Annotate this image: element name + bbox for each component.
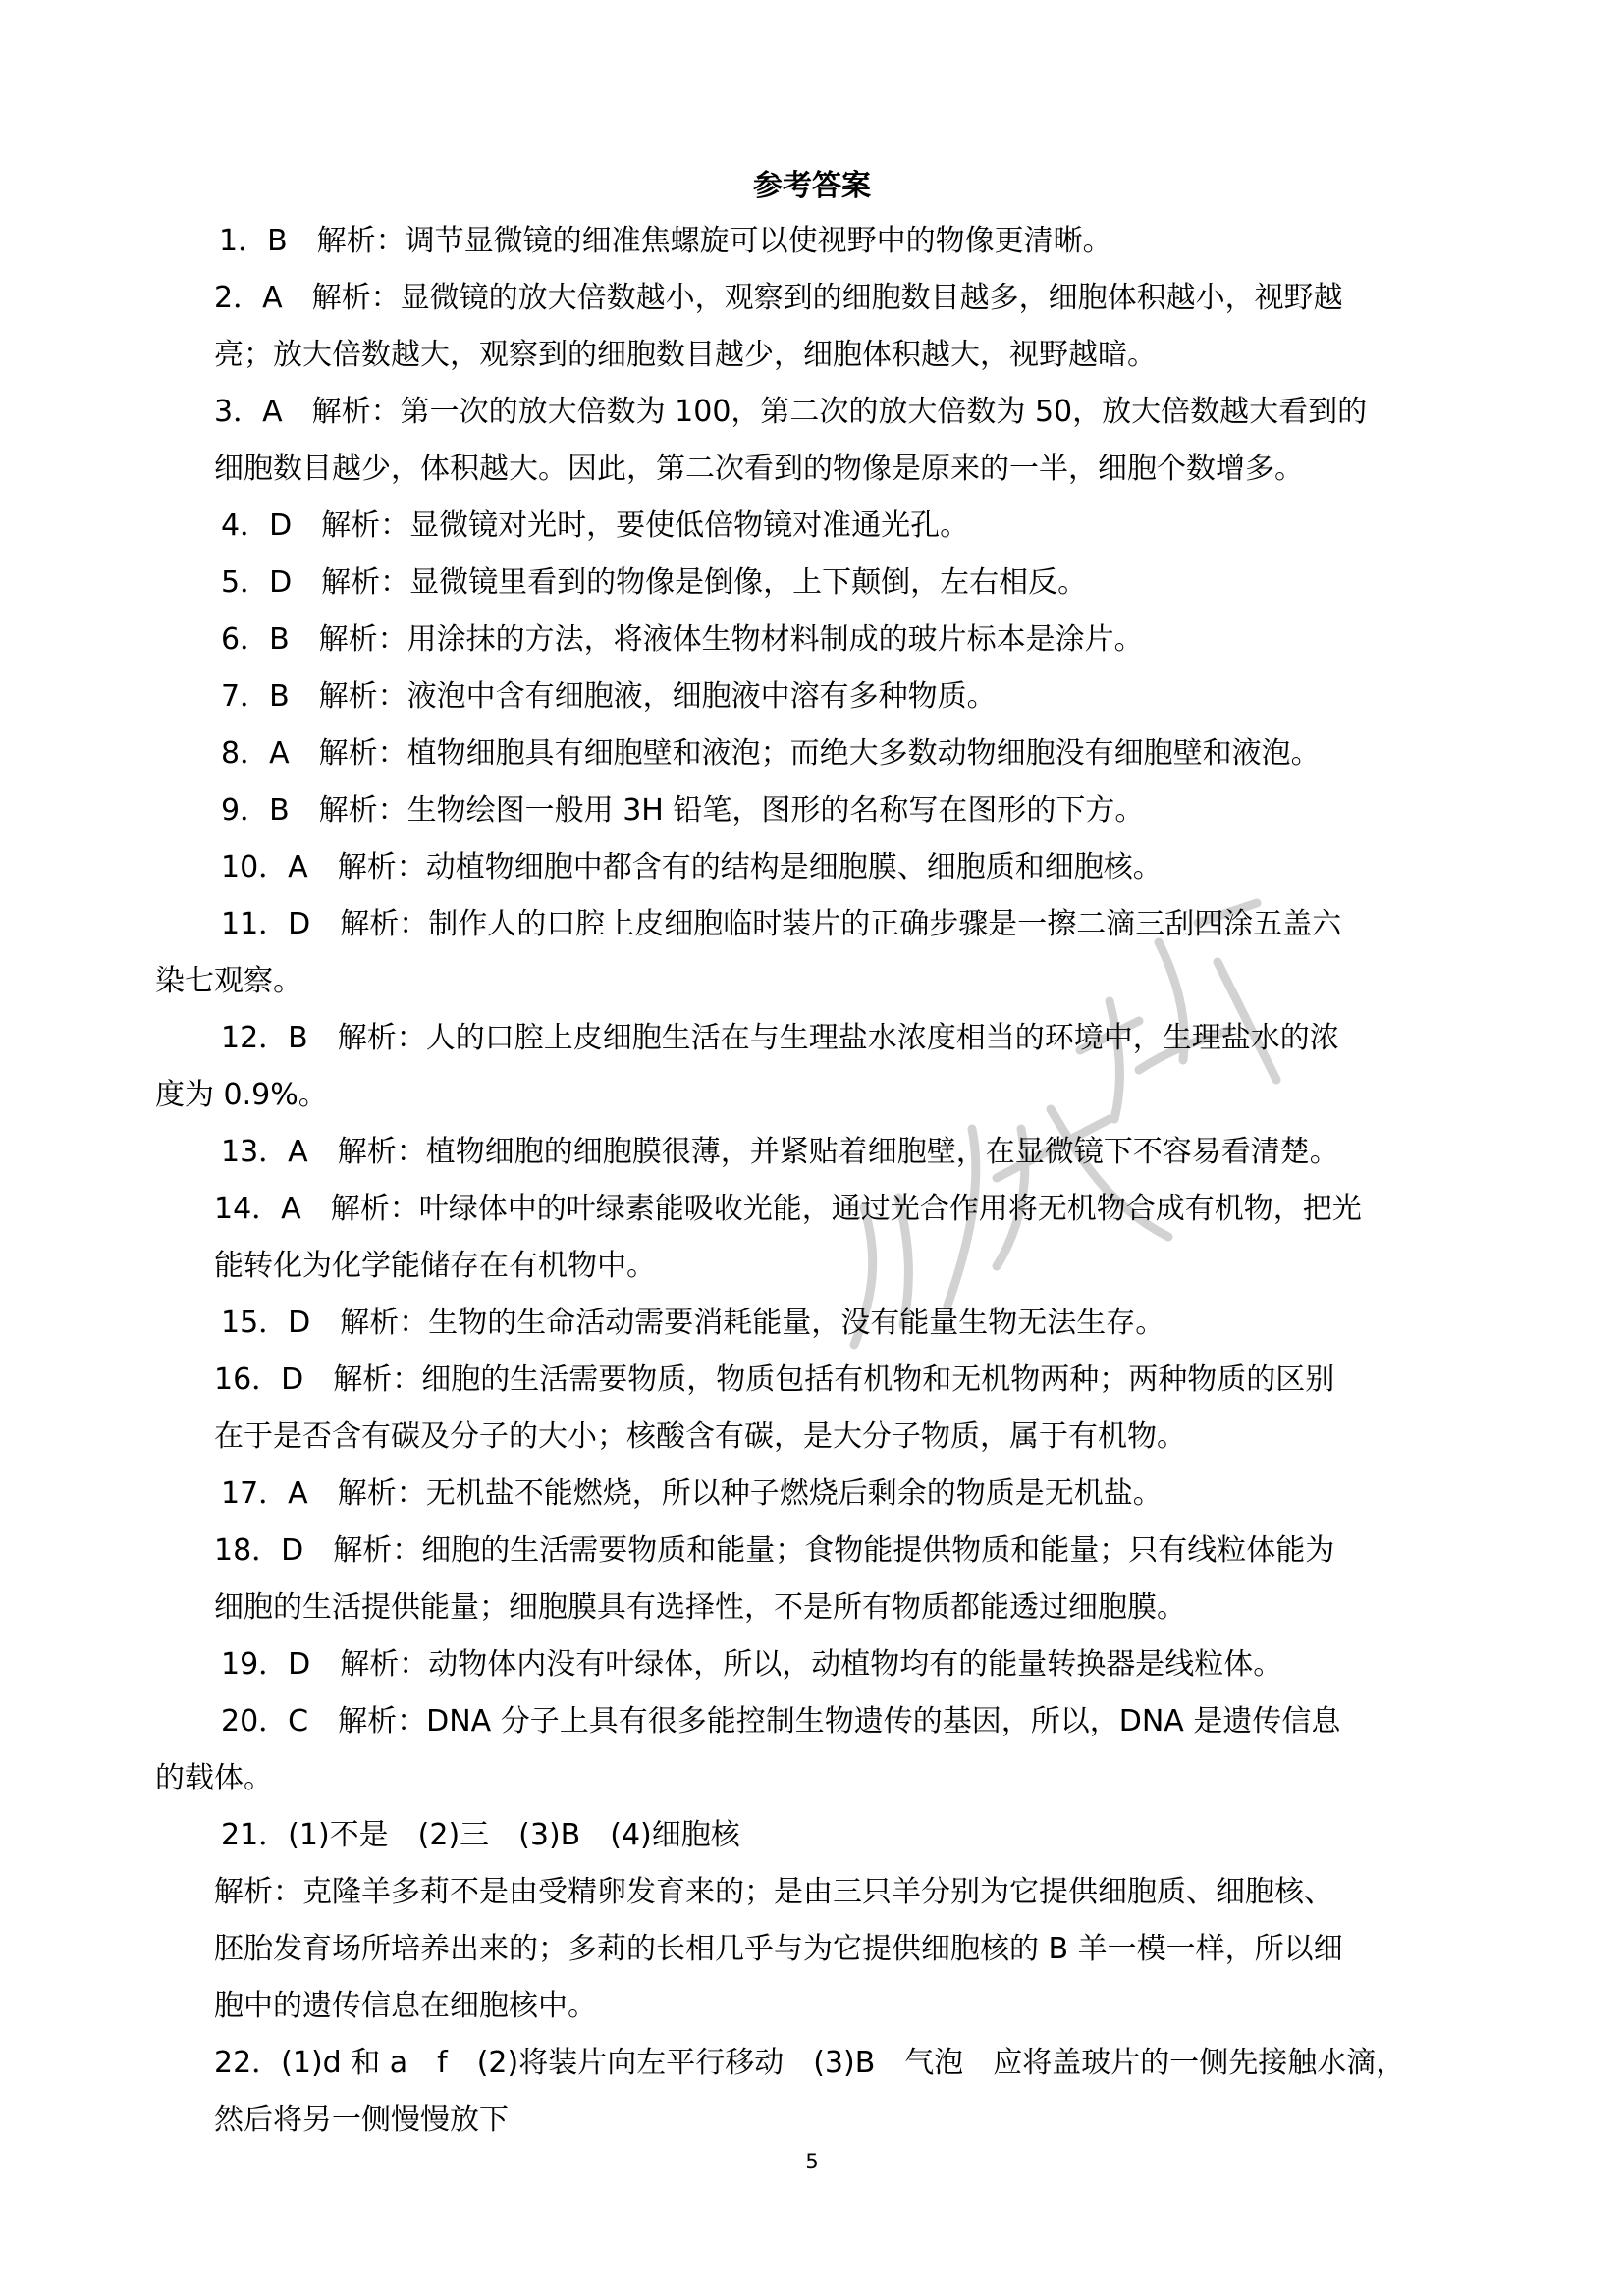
answer-line: 21．(1)不是 (2)三 (3)B (4)细胞核 <box>221 1818 740 1852</box>
answer-line: 19．D 解析：动物体内没有叶绿体，所以，动植物均有的能量转换器是线粒体。 <box>221 1647 1283 1682</box>
answer-line: 然后将另一侧慢慢放下 <box>214 2103 509 2137</box>
answer-line: 在于是否含有碳及分子的大小；核酸含有碳，是大分子物质，属于有机物。 <box>214 1419 1186 1454</box>
answer-line: 4．D 解析：显微镜对光时，要使低倍物镜对准通光孔。 <box>221 508 970 543</box>
answer-line: 亮；放大倍数越大，观察到的细胞数目越少，细胞体积越大，视野越暗。 <box>214 338 1157 372</box>
answer-line: 细胞的生活提供能量；细胞膜具有选择性，不是所有物质都能透过细胞膜。 <box>214 1590 1186 1625</box>
answer-line: 能转化为化学能储存在有机物中。 <box>214 1249 656 1283</box>
answer-line: 胚胎发育场所培养出来的；多莉的长相几乎与为它提供细胞核的 B 羊一模一样，所以细 <box>214 1932 1343 1966</box>
answer-line: 13．A 解析：植物细胞的细胞膜很薄，并紧贴着细胞壁，在显微镜下不容易看清楚。 <box>221 1135 1339 1169</box>
answer-line: 8．A 解析：植物细胞具有细胞壁和液泡；而绝大多数动物细胞没有细胞壁和液泡。 <box>221 736 1321 771</box>
answer-line: 染七观察。 <box>155 964 302 998</box>
answer-line: 2．A 解析：显微镜的放大倍数越小，观察到的细胞数目越多，细胞体积越小，视野越 <box>214 281 1343 315</box>
answer-line: 的载体。 <box>155 1761 273 1795</box>
answer-line: 胞中的遗传信息在细胞核中。 <box>214 1989 597 2023</box>
answer-line: 解析：克隆羊多莉不是由受精卵发育来的；是由三只羊分别为它提供细胞质、细胞核、 <box>214 1875 1333 1909</box>
answer-line: 9．B 解析：生物绘图一般用 3H 铅笔，图形的名称写在图形的下方。 <box>221 793 1145 828</box>
answer-line: 17．A 解析：无机盐不能燃烧，所以种子燃烧后剩余的物质是无机盐。 <box>221 1476 1163 1511</box>
answer-line: 20．C 解析：DNA 分子上具有很多能控制生物遗传的基因，所以，DNA 是遗传信息 <box>221 1704 1341 1738</box>
answer-line: 度为 0.9%。 <box>155 1078 328 1112</box>
answer-line: 3．A 解析：第一次的放大倍数为 100，第二次的放大倍数为 50，放大倍数越大看到的 <box>214 395 1368 429</box>
answer-line: 6．B 解析：用涂抹的方法，将液体生物材料制成的玻片标本是涂片。 <box>221 622 1144 657</box>
answer-line: 22．(1)d 和 a f (2)将装片向左平行移动 (3)B 气泡 应将盖玻片的一侧先接触水滴， <box>214 2046 1406 2080</box>
page-number: 5 <box>805 2150 819 2173</box>
answer-line: 11．D 解析：制作人的口腔上皮细胞临时装片的正确步骤是一擦二滴三刮四涂五盖六 <box>221 907 1342 941</box>
answer-line: 15．D 解析：生物的生命活动需要消耗能量，没有能量生物无法生存。 <box>221 1306 1165 1340</box>
answer-line: 18．D 解析：细胞的生活需要物质和能量；食物能提供物质和能量；只有线粒体能为 <box>214 1533 1335 1568</box>
answer-line: 12．B 解析：人的口腔上皮细胞生活在与生理盐水浓度相当的环境中，生理盐水的浓 <box>221 1021 1339 1055</box>
answer-line: 7．B 解析：液泡中含有细胞液，细胞液中溶有多种物质。 <box>221 679 997 714</box>
answer-line: 10．A 解析：动植物细胞中都含有的结构是细胞膜、细胞质和细胞核。 <box>221 850 1163 884</box>
answer-line: 细胞数目越少，体积越大。因此，第二次看到的物像是原来的一半，细胞个数增多。 <box>214 452 1304 486</box>
answer-line: 1．B 解析：调节显微镜的细准焦螺旋可以使视野中的物像更清晰。 <box>219 224 1112 258</box>
answer-line: 5．D 解析：显微镜里看到的物像是倒像，上下颠倒，左右相反。 <box>221 565 1088 600</box>
answer-line: 14．A 解析：叶绿体中的叶绿素能吸收光能，通过光合作用将无机物合成有机物，把光 <box>214 1192 1362 1226</box>
page-title: 参考答案 <box>753 169 871 203</box>
answer-line: 16．D 解析：细胞的生活需要物质，物质包括有机物和无机物两种；两种物质的区别 <box>214 1362 1335 1397</box>
